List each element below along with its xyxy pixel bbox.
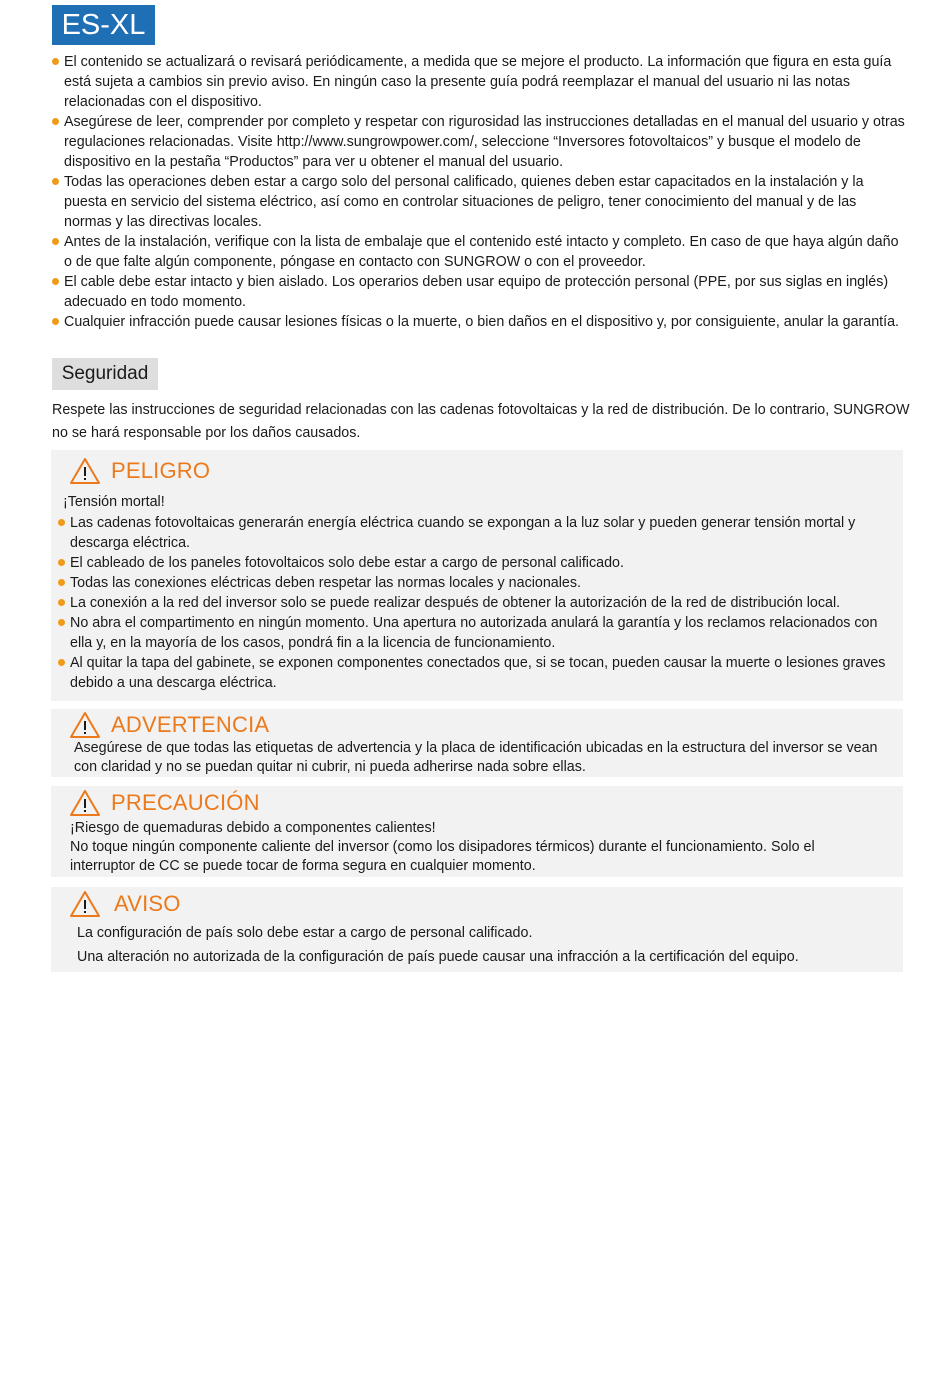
bullet-dot-icon bbox=[58, 659, 65, 666]
caution-line1: ¡Riesgo de quemaduras debido a componentes calientes! bbox=[70, 820, 436, 836]
language-badge: ES-XL bbox=[52, 5, 155, 45]
bullet-dot-icon bbox=[52, 318, 59, 325]
bullet-dot-icon bbox=[58, 559, 65, 566]
bullet-dot-icon bbox=[58, 619, 65, 626]
caution-line2: No toque ningún componente caliente del inversor (como los disipadores térmicos) durante el funcionamiento. Solo el interruptor de CC se puede tocar de forma segura en cualquier momento. bbox=[70, 839, 815, 874]
list-item: El contenido se actualizará o revisará periódicamente, a medida que se mejore el producto. La información que figura en esta guía está sujeta a cambios sin previo aviso. En ningún caso la presente guía podrá reemplazar el manual del usuario ni las notas relacionadas con el dispositivo. bbox=[52, 52, 907, 112]
warning-triangle-icon bbox=[69, 789, 101, 817]
list-item: Las cadenas fotovoltaicas generarán energía eléctrica cuando se expongan a la luz solar y pueden generar tensión mortal y descarga eléctrica. bbox=[58, 513, 888, 553]
list-item: Todas las conexiones eléctricas deben respetar las normas locales y nacionales. bbox=[58, 573, 888, 593]
list-item: No abra el compartimento en ningún momento. Una apertura no autorizada anulará la garantía y los reclamos relacionados con ella y, en la mayoría de los casos, pondrá fin a la licencia de funcionamiento. bbox=[58, 613, 888, 653]
list-item: El cableado de los paneles fotovoltaicos solo debe estar a cargo de personal calificado. bbox=[58, 553, 888, 573]
bullet-dot-icon bbox=[52, 118, 59, 125]
list-item: Cualquier infracción puede causar lesiones físicas o la muerte, o bien daños en el dispositivo y, por consiguiente, anular la garantía. bbox=[52, 312, 907, 332]
danger-box bbox=[51, 450, 903, 701]
warning-box bbox=[51, 709, 903, 777]
list-item: Antes de la instalación, verifique con la lista de embalaje que el contenido esté intacto y completo. En caso de que haya algún daño o de que falte algún componente, póngase en contacto con SUNGROW o con el proveedor. bbox=[52, 232, 907, 272]
notice-line2: Una alteración no autorizada de la configuración de país puede causar una infracción a la certificación del equipo. bbox=[77, 949, 799, 965]
warning-title: ADVERTENCIA bbox=[111, 712, 270, 737]
list-item: Al quitar la tapa del gabinete, se exponen componentes conectados que, si se tocan, pueden causar la muerte o lesiones graves debido a una descarga eléctrica. bbox=[58, 653, 888, 693]
warning-header bbox=[69, 711, 269, 739]
intro-list bbox=[52, 52, 907, 332]
bullet-dot-icon bbox=[58, 599, 65, 606]
danger-header bbox=[69, 457, 210, 485]
bullet-dot-icon bbox=[52, 178, 59, 185]
list-item: La conexión a la red del inversor solo se puede realizar después de obtener la autorización de la red de distribución local. bbox=[58, 593, 888, 613]
list-item: El cable debe estar intacto y bien aislado. Los operarios deben usar equipo de protección personal (PPE, por sus siglas en inglés) adecuado en todo momento. bbox=[52, 272, 907, 312]
bullet-dot-icon bbox=[52, 58, 59, 65]
warning-triangle-icon bbox=[69, 890, 101, 918]
section-heading-seguridad: Seguridad bbox=[52, 358, 158, 390]
warning-triangle-icon bbox=[69, 711, 101, 739]
notice-title: AVISO bbox=[114, 891, 181, 916]
bullet-dot-icon bbox=[52, 278, 59, 285]
notice-line1: La configuración de país solo debe estar a cargo de personal calificado. bbox=[77, 925, 533, 941]
warning-text: Asegúrese de que todas las etiquetas de advertencia y la placa de identificación ubicadas en la estructura del inversor se vean con claridad y no se puedan quitar ni cubrir, ni pueda adherirse nada sobre ellas. bbox=[74, 740, 878, 775]
bullet-dot-icon bbox=[52, 238, 59, 245]
list-item: Todas las operaciones deben estar a cargo solo del personal calificado, quienes deben estar capacitados en la instalación y la puesta en servicio del sistema eléctrico, así como en controlar situaciones de peligro, tener conocimiento del manual y de las normas y las directivas locales. bbox=[52, 172, 907, 232]
safety-intro-text: Respete las instrucciones de seguridad relacionadas con las cadenas fotovoltaicas y la red de distribución. De lo contrario, SUNGROW no se hará responsable por los daños causados. bbox=[52, 402, 910, 441]
list-item: Asegúrese de leer, comprender por completo y respetar con rigurosidad las instrucciones detalladas en el manual del usuario y otras regulaciones relacionadas. Visite http://www.sungrowpower.com/, seleccione “Inversores fotovoltaicos” y busque el modelo de dispositivo en la pestaña “Productos” para ver u obtener el manual del usuario. bbox=[52, 112, 907, 172]
danger-subtitle: ¡Tensión mortal! bbox=[63, 494, 165, 510]
caution-header bbox=[69, 789, 260, 817]
danger-title: PELIGRO bbox=[111, 458, 211, 483]
notice-box bbox=[51, 887, 903, 972]
bullet-dot-icon bbox=[58, 519, 65, 526]
caution-box bbox=[51, 786, 903, 877]
notice-header bbox=[69, 890, 181, 918]
caution-title: PRECAUCIÓN bbox=[111, 790, 260, 815]
warning-triangle-icon bbox=[69, 457, 101, 485]
danger-list bbox=[58, 513, 888, 693]
bullet-dot-icon bbox=[58, 579, 65, 586]
